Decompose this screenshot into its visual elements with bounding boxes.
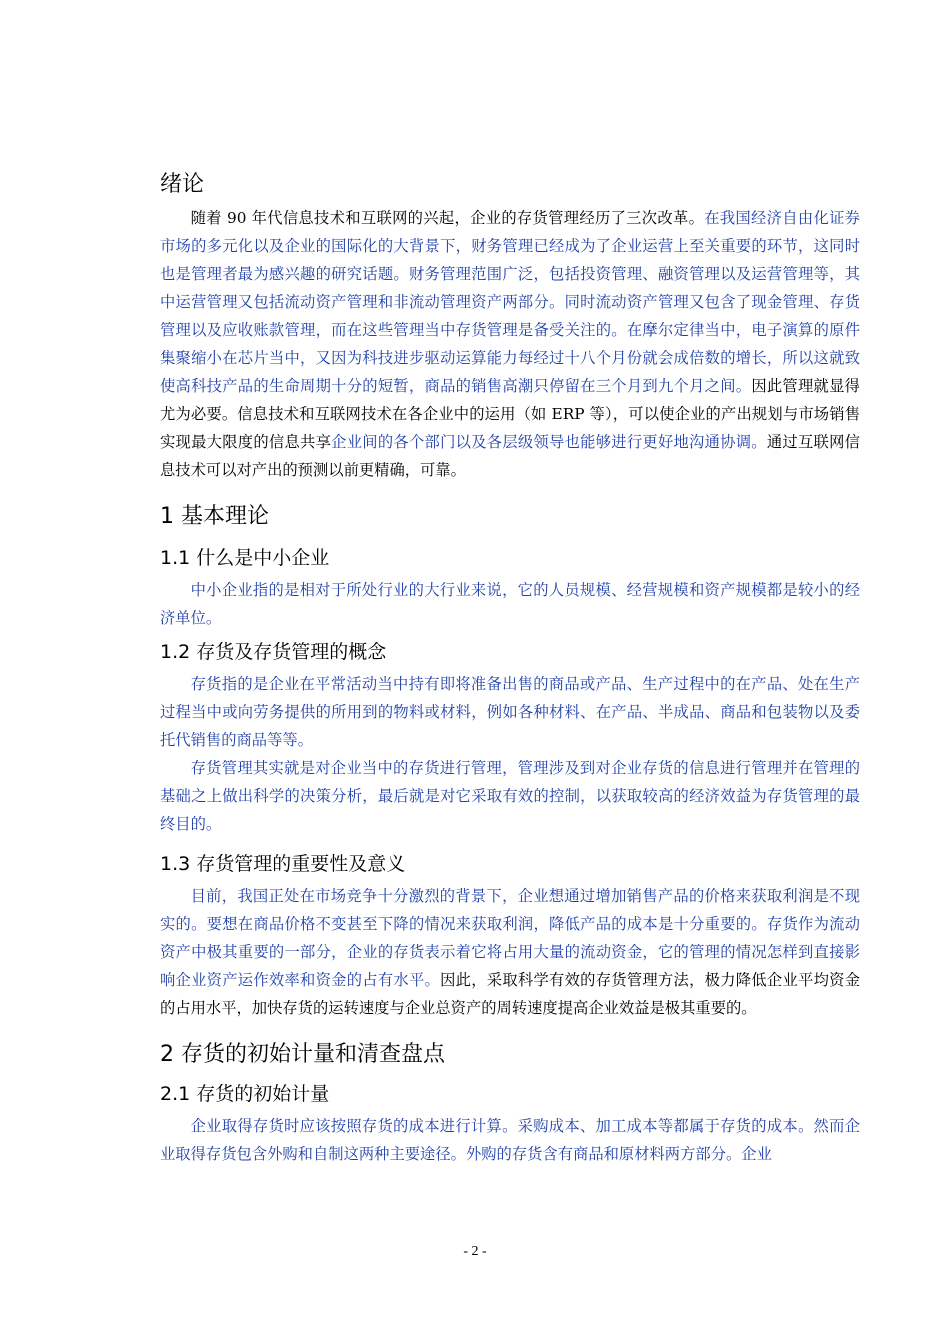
heading-section-1-3: 1.3 存货管理的重要性及意义 xyxy=(160,853,406,875)
heading-section-1-1: 1.1 什么是中小企业 xyxy=(160,547,330,569)
paragraph-1-2-a: 存货指的是企业在平常活动当中持有即将准备出售的商品或产品、生产过程中的在产品、处在生产过程当中或向劳务提供的所用到的物料或材料，例如各种材料、在产品、半成品、商品和包装物以及委托代销售的商品等等。 xyxy=(160,675,860,749)
intro-text-2: 在我国经济自由化证券市场的多元化以及企业的国际化的大背景下，财务管理已经成为了企业运营上至关重要的环节，这同时也是管理者最为感兴趣的研究话题。财务管理范围广泛，包括投资管理、融资管理以及运营管理等，其中运营管理又包括流动资产管理和非流动管理资产两部分。同时流动资产管理又包含了现金管理、存货管理以及应收账款管理，而在这些管理当中存货管理是备受关注的。在摩尔定律当中，电子演算的原件集聚缩小在芯片当中，又因为科技进步驱动运算能力每经过十八个月份就会成倍数的增长，所以这就致使高科技产品的生命周期十分的短暂，商品的销售高潮只停留在三个月到九个月之间。 xyxy=(160,209,860,395)
page-content xyxy=(160,168,860,1168)
intro-text-1: 随着 90 年代信息技术和互联网的兴起，企业的存货管理经历了三次改革。 xyxy=(190,209,705,227)
intro-text-3: 因此管理就显得尤为必要。信息技术和互联网技术在各企业中的运用（如 ERP 等），可以使企业的产出规划与市场销售实现最大限度的信息共享 xyxy=(160,377,860,451)
paragraph-1-1: 中小企业指的是相对于所处行业的大行业来说，它的人员规模、经营规模和资产规模都是较小的经济单位。 xyxy=(160,581,860,627)
paragraph-1-3 xyxy=(160,882,860,1022)
paragraph-2-1: 企业取得存货时应该按照存货的成本进行计算。采购成本、加工成本等都属于存货的成本。然而企业取得存货包含外购和自制这两种主要途径。外购的存货含有商品和原材料两方部分。企业 xyxy=(160,1117,860,1163)
heading-section-1: 1 基本理论 xyxy=(160,504,269,529)
intro-text-5: 通过互联网信息技术可以对产出的预测以前更精确，可靠。 xyxy=(160,433,860,479)
s13-text-2: 因此，采取科学有效的存货管理方法，极力降低企业平均资金的占用水平，加快存货的运转速度与企业总资产的周转速度提高企业效益是极其重要的。 xyxy=(160,971,860,1017)
s13-text-1: 目前，我国正处在市场竞争十分激烈的背景下，企业想通过增加销售产品的价格来获取利润是不现实的。要想在商品价格不变甚至下降的情况来获取利润，降低产品的成本是十分重要的。存货作为流动资产中极其重要的一部分，企业的存货表示着它将占用大量的流动资金，它的管理的情况怎样到直接影响企业资产运作效率和资金的占有水平。 xyxy=(160,887,860,989)
heading-section-2: 2 存货的初始计量和清查盘点 xyxy=(160,1042,445,1067)
heading-section-2-1: 2.1 存货的初始计量 xyxy=(160,1083,330,1105)
page-number: - 2 - xyxy=(463,1244,487,1259)
heading-section-1-2: 1.2 存货及存货管理的概念 xyxy=(160,641,387,663)
intro-text-4: 企业间的各个部门以及各层级领导也能够进行更好地沟通协调。 xyxy=(331,433,767,451)
heading-introduction: 绪论 xyxy=(160,172,205,197)
paragraph-introduction xyxy=(160,204,860,484)
paragraph-1-2-b: 存货管理其实就是对企业当中的存货进行管理，管理涉及到对企业存货的信息进行管理并在管理的基础之上做出科学的决策分析，最后就是对它采取有效的控制，以获取较高的经济效益为存货管理的最终目的。 xyxy=(160,759,860,833)
